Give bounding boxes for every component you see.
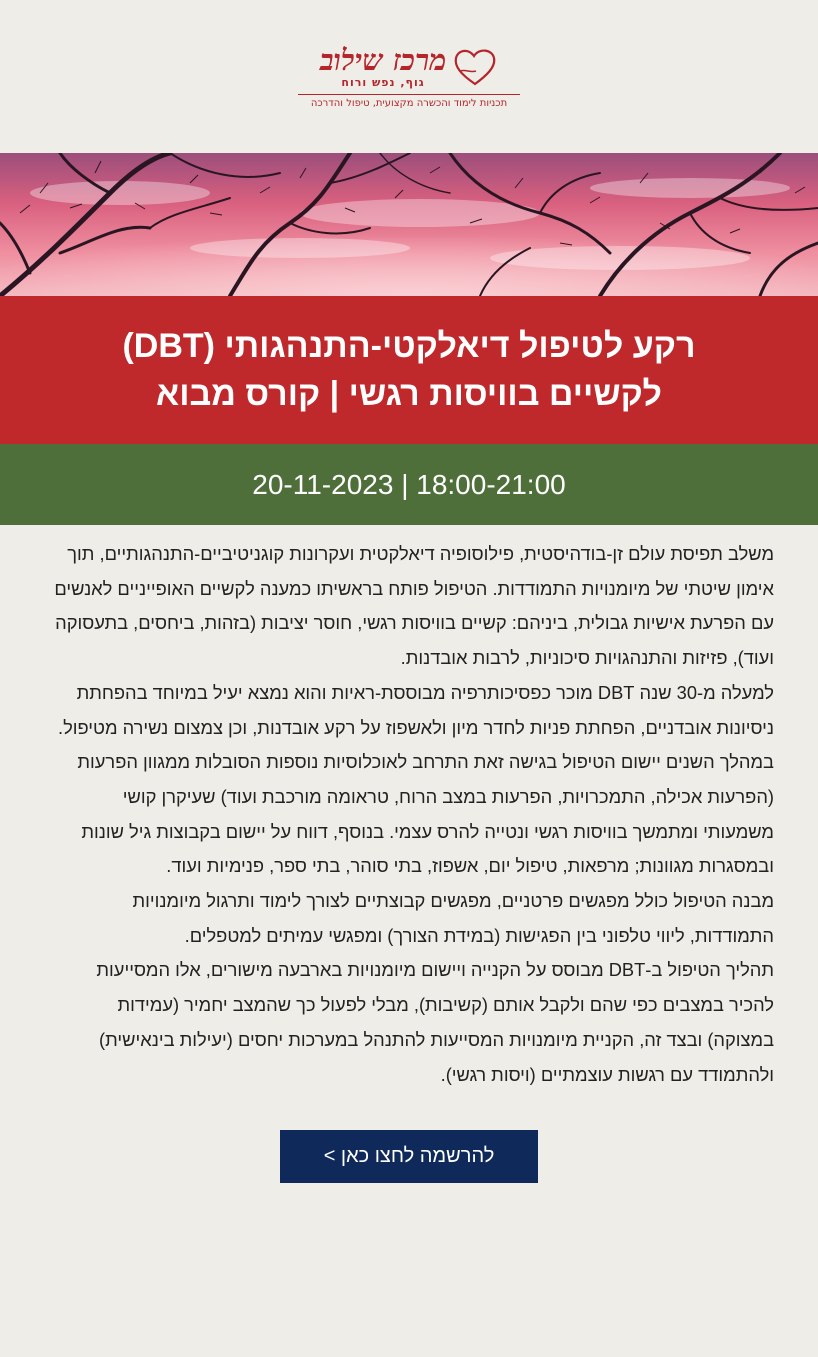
paragraph-2: למעלה מ-30 שנה DBT מוכר כפסיכותרפיה מבוססת-ראיות והוא נמצא יעיל במיוחד בהפחתת ניסיונות אובדניים, הפחתת פניות לחדר מיון ולאשפוז על רקע אובדנות, וכן צמצום נשירה מטיפול. xyxy=(58,681,774,738)
page-title-line-2: לקשיים בוויסות רגשי | קורס מבוא xyxy=(156,375,662,413)
logo-tagline: תכניות לימוד והכשרה מקצועית, טיפול והדרכה xyxy=(298,94,520,109)
paragraph-5: תהליך הטיפול ב-DBT מבוסס על הקנייה ויישום מיומנויות בארבעה מישורים, אלו המסייעות להכיר במצבים כפי שהם ולקבל אותם (קשיבות), מבלי לפעול כך שהמצב יחמיר (עמידות במצוקה) ובצד זה, הקניית מיומנויות המסייעות להתנהל במערכות יחסים (יעילות בינאישית) ולהתמודד עם רגשות עוצמתיים (ויסות רגשי). xyxy=(96,959,774,1085)
course-description xyxy=(0,525,818,1092)
title-band xyxy=(0,296,818,444)
page-title-line-1: רקע לטיפול דיאלקטי-התנהגותי (DBT) xyxy=(122,327,696,365)
heart-icon xyxy=(452,47,498,87)
paragraph-3: במהלך השנים יישום הטיפול בגישה זאת התרחב לאוכלוסיות נוספות הסובלות ממגוון הפרעות (הפרעות אכילה, התמכרויות, הפרעות במצב הרוח, טראומה מורכבת ועוד) שעיקרן קושי משמעותי ומתמשך בוויסות רגשי ונטייה להרס עצמי. בנוסף, דווח על יישום בקבוצות גיל שונות ובמסגרות מגוונות; מרפאות, טיפול יום, אשפוז, בתי סוהר, בתי ספר, פנימיות ועוד. xyxy=(77,751,774,877)
cta-wrap xyxy=(0,1130,818,1183)
logo[interactable] xyxy=(0,0,818,153)
paragraph-1: משלב תפיסת עולם זן-בודהיסטית, פילוסופיה דיאלקטית ועקרונות קוגניטיביים-התנהגותיים, תוך אימון שיטתי של מיומנויות התמודדות. הטיפול פותח בראשיתו כמענה לקשיים האופייניים לאנשים עם הפרעת אישיות גבולית, ביניהם: קשיים בוויסות רגשי, חוסר יציבות (בזהות, ביחסים, בתעסוקה ועוד), פזיזות והתנהגויות סיכוניות, לרבות אובדנות. xyxy=(54,543,774,669)
logo-texts xyxy=(319,42,447,89)
paragraph-4: מבנה הטיפול כולל מפגשים פרטניים, מפגשים קבוצתיים לצורך לימוד ותרגול מיומנויות התמודדות, ליווי טלפוני בין הפגישות (במידת הצורך) ומפגשי עמיתים למטפלים. xyxy=(132,890,774,946)
date-band xyxy=(0,444,818,525)
logo-name: מרכז שילוב xyxy=(319,42,447,77)
register-button[interactable]: להרשמה לחצו כאן > xyxy=(280,1130,538,1183)
sunset-trees-image xyxy=(0,153,818,296)
logo-row xyxy=(319,42,499,89)
event-date: 20-11-2023 | 18:00-21:00 xyxy=(252,468,566,500)
logo-slogan: גוף, נפש ורוח xyxy=(341,75,425,89)
